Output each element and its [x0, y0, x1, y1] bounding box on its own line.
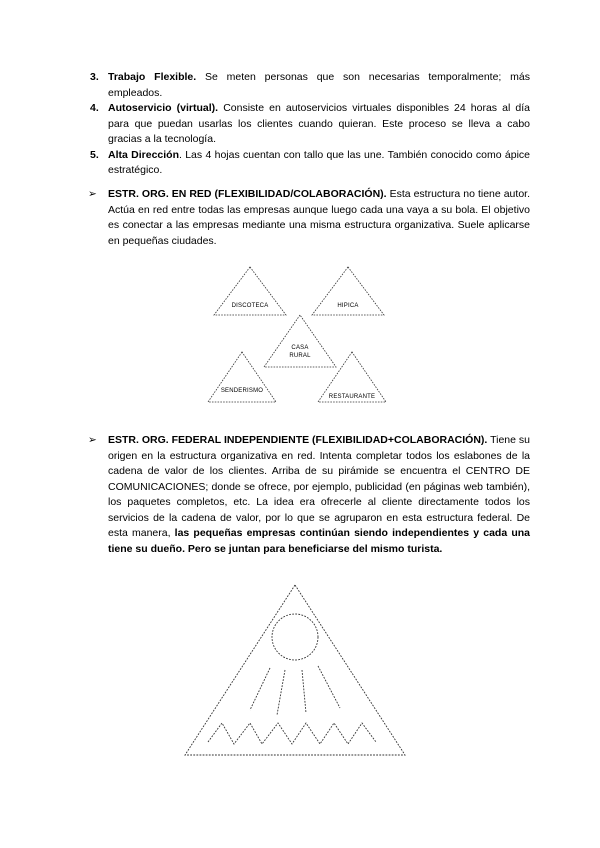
arrow-line: [250, 668, 270, 710]
label-rural: RURAL: [289, 353, 311, 359]
pyramid-outline: [185, 585, 405, 755]
communications-center-circle: [272, 614, 318, 660]
label-discoteca: DISCOTECA: [231, 303, 269, 309]
list-item: [90, 101, 530, 148]
section-federal: [88, 433, 530, 557]
arrow-line: [302, 670, 306, 713]
arrow-line: [318, 666, 340, 708]
arrow-bullet-icon: ➢: [88, 188, 97, 200]
list-number: 3.: [90, 71, 99, 83]
list-term: Trabajo Flexible.: [108, 71, 197, 83]
zigzag-base: [208, 723, 376, 744]
label-senderismo: SENDERISMO: [220, 388, 264, 394]
list-text: . Las 4 hojas cuentan con tallo que las une. También conocido como ápice estratégico.: [108, 148, 531, 176]
triangle-senderismo: [208, 352, 276, 402]
triangle-casa-rural: [264, 315, 336, 367]
section-bold-text: las pequeñas empresas continúan siendo independientes y cada una tiene su dueño. Pero se juntan para beneficiarse del mismo turista.: [108, 527, 530, 555]
list-item: [90, 70, 530, 101]
arrow-line: [277, 670, 285, 715]
label-hipica: HIPICA: [337, 303, 359, 309]
section-text: Esta estructura no tiene autor. Actúa en red entre todas las empresas aunque luego cada una vaya a su bola. El objetivo es conectar a las empresas mediante una misma estructura organizativa. Suele aplicarse en pequeñas ciudades.: [108, 188, 530, 247]
section-heading: ESTR. ORG. FEDERAL INDEPENDIENTE (FLEXIBILIDAD+COLABORACIÓN).: [108, 434, 488, 446]
section-red: [88, 187, 530, 249]
section-heading: ESTR. ORG. EN RED (FLEXIBILIDAD/COLABORACIÓN).: [108, 188, 387, 200]
list-text: Consiste en autoservicios virtuales disponibles 24 horas al día para que puedan usarlas los clientes cuando quieran. Este proceso se lleva a cabo gracias a la tecnología.: [108, 102, 530, 145]
list-number: 4.: [90, 102, 99, 114]
network-triangles-diagram: [200, 255, 400, 415]
list-text: Se meten personas que son necesarias temporalmente; más empleados.: [108, 71, 530, 99]
label-casa: CASA: [291, 345, 309, 351]
label-restaurante: RESTAURANTE: [328, 394, 376, 400]
list-term: Autoservicio (virtual).: [108, 102, 219, 114]
section-text: Tiene su origen en la estructura organizativa en red. Intenta completar todos los eslabones de la cadena de valor de los clientes. Arriba de su pirámide se encuentra el CENTRO DE COMUNICACIONES; donde se ofrece, por ejemplo, publicidad (en páginas web también), los paquetes completos, etc. La idea era ofrecerle al cliente directamente todos los servicios de la cadena de valor, por lo que se agruparon en esta estructura federal. De esta manera,: [108, 434, 530, 539]
list-number: 5.: [90, 148, 99, 161]
federal-pyramid-diagram: [180, 580, 410, 760]
arrow-bullet-icon: ➢: [88, 434, 97, 446]
list-term: Alta Dirección: [108, 148, 179, 161]
list-item: [90, 148, 530, 179]
numbered-list: [90, 70, 530, 179]
